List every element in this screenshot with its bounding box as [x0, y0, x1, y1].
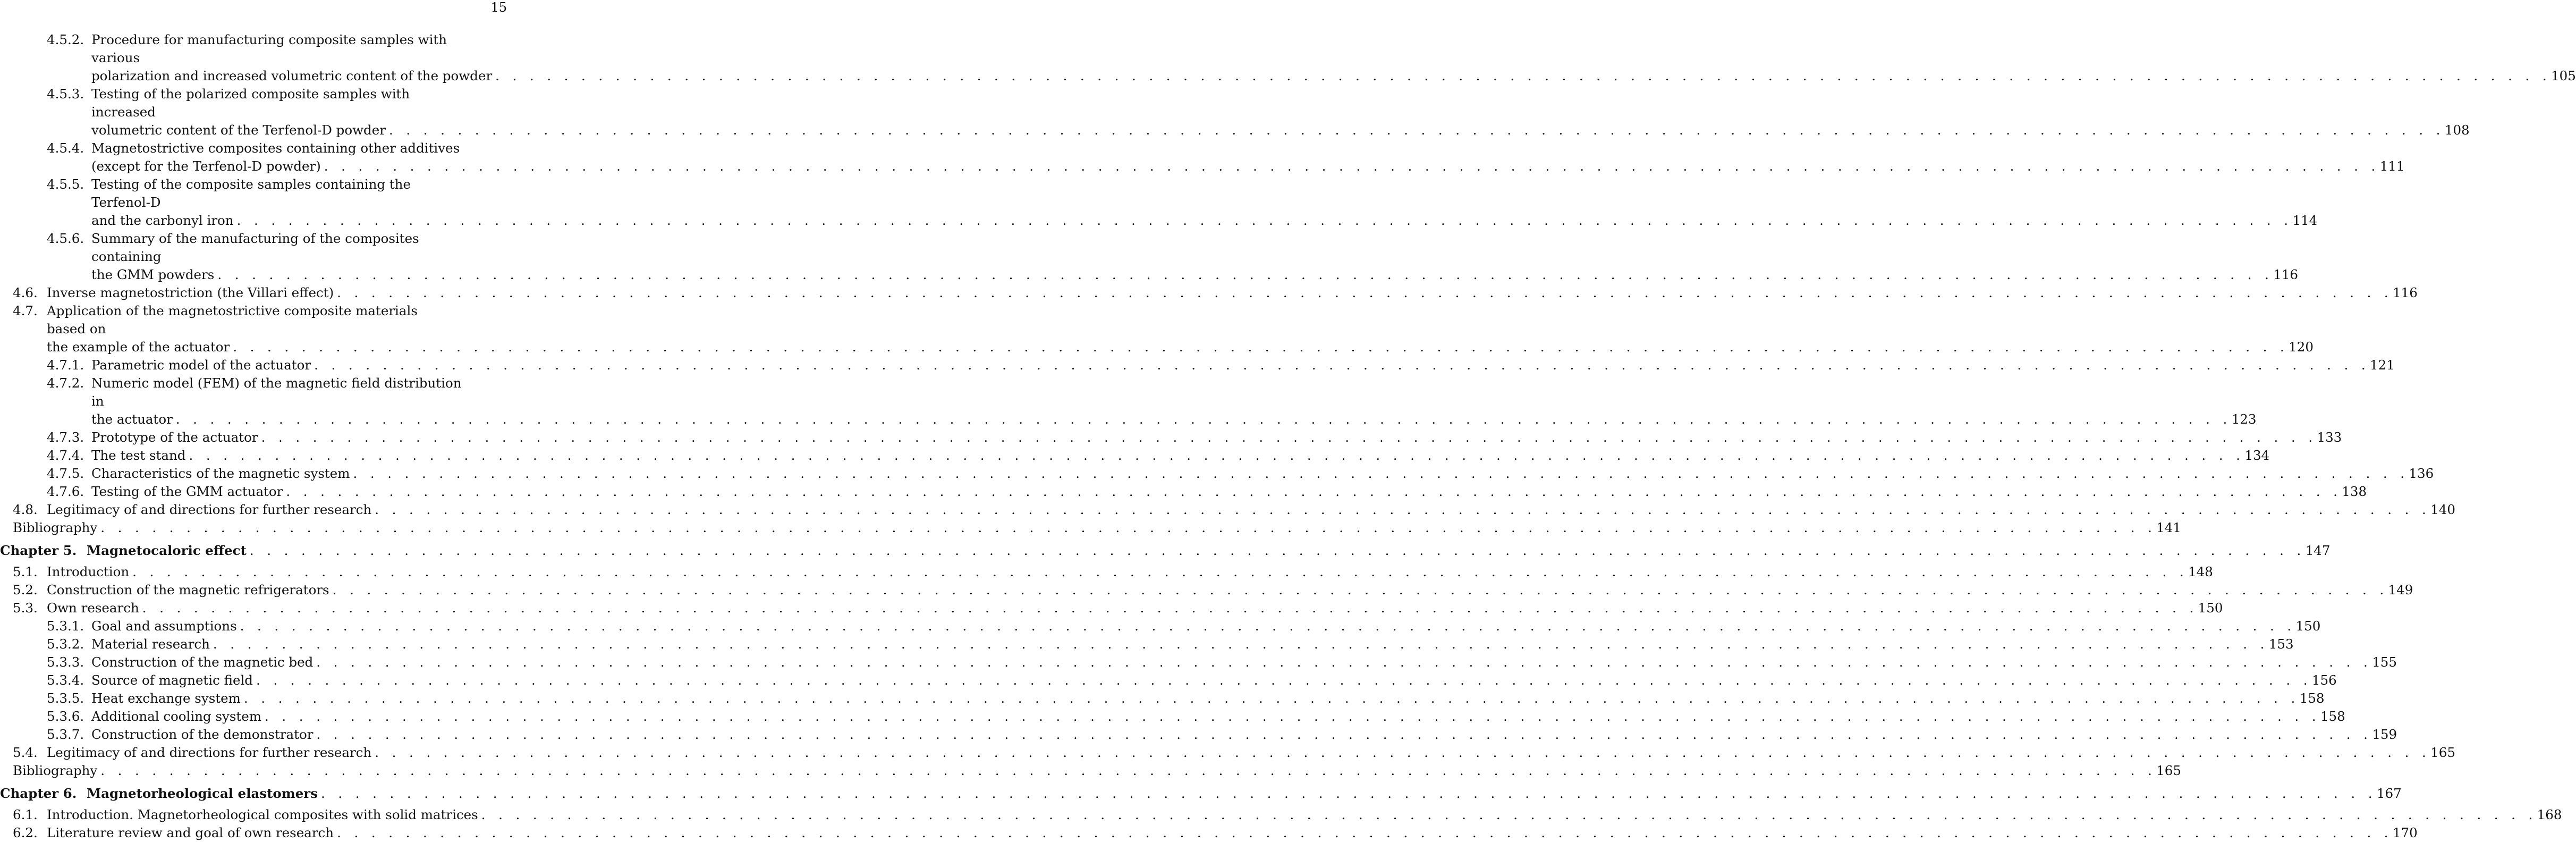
entry-number: 5.3.2. [47, 636, 84, 652]
entry-body [47, 744, 2455, 762]
entry-title-line: Procedure for manufacturing composite samples with various [91, 32, 447, 65]
entry-title: Construction of the demonstrator [91, 727, 313, 742]
entry-body [47, 501, 2455, 519]
dot-leader: . . . . . . . . . . . . . . . . . . . . . . . . . . . . . . . . . . . . . . . . . . . . . . . . . . . . . . . . . . . . . . . . . . . . . . . . . . . . . . . . . . . . . . . . . . . . . . . . . . . . . . . . . . . . . . . . . . . . . . . . [261, 430, 2317, 445]
toc-entry[interactable] [0, 671, 2337, 689]
entry-number: 4.5.6. [47, 231, 84, 246]
entry-page-number: 155 [2372, 654, 2397, 670]
toc-entry[interactable] [0, 635, 2294, 653]
entry-title: Additional cooling system [91, 709, 262, 724]
entry-title-line: Magnetostrictive composites containing other additives [91, 140, 460, 156]
entry-last-line [91, 428, 2342, 447]
entry-number: 4.5.3. [47, 86, 84, 102]
entry-body [47, 599, 2223, 617]
entry-last-line [47, 599, 2223, 617]
entry-title: The test stand [91, 448, 186, 463]
entry-number: 6.1. [13, 807, 38, 822]
toc-entry[interactable] [0, 175, 2318, 230]
entry-last-line [91, 653, 2397, 671]
entry-body [87, 542, 2331, 560]
entry-page-number: 116 [2273, 267, 2298, 282]
entry-body [91, 671, 2337, 689]
entry-last-line [91, 121, 2470, 139]
entry-last-line [91, 726, 2397, 744]
dot-leader: . . . . . . . . . . . . . . . . . . . . . . . . . . . . . . . . . . . . . . . . . . . . . . . . . . . . . . . . . . . . . . . . . . . . . . . . . . . . . . . . . . . . . . . . . . . . . . . . . . . . . . . . . . . . . . . . . . . . . . . . [353, 466, 2409, 481]
entry-page-number: 116 [2393, 285, 2418, 300]
entry-title: Legitimacy of and directions for further research [47, 745, 372, 760]
entry-page-number: 149 [2388, 582, 2413, 597]
dot-leader: . . . . . . . . . . . . . . . . . . . . . . . . . . . . . . . . . . . . . . . . . . . . . . . . . . . . . . . . . . . . . . . . . . . . . . . . . . . . . . . . . . . . . . . . . . . . . . . . . . . . . . . . . . . . . . . . . . . . . . . . [314, 357, 2370, 373]
table-of-contents [0, 31, 2576, 842]
entry-page-number: 165 [2430, 745, 2455, 760]
entry-number: 5.3. [13, 600, 38, 616]
toc-entry[interactable] [0, 519, 2181, 537]
dot-leader: . . . . . . . . . . . . . . . . . . . . . . . . . . . . . . . . . . . . . . . . . . . . . . . . . . . . . . . . . . . . . . . . . . . . . . . . . . . . . . . . . . . . . . . . . . . . . . . . . . . . . . . . . . . . . . . . . . . . . . . . [213, 636, 2269, 652]
dot-leader: . . . . . . . . . . . . . . . . . . . . . . . . . . . . . . . . . . . . . . . . . . . . . . . . . . . . . . . . . . . . . . . . . . . . . . . . . . . . . . . . . . . . . . . . . . . . . . . . . . . . . . . . . . . . . . . . . . . . . . . . [100, 520, 2157, 535]
entry-body [91, 428, 2342, 447]
entry-number: 4.7.4. [47, 448, 84, 463]
toc-entry[interactable] [0, 762, 2181, 780]
entry-number: 5.2. [13, 582, 38, 597]
entry-body [91, 374, 2257, 428]
entry-number: 6.2. [13, 825, 38, 840]
entry-last-line [91, 410, 2257, 428]
toc-entry[interactable] [0, 428, 2342, 447]
entry-title: Construction of the magnetic refrigerators [47, 582, 329, 597]
entry-body [91, 726, 2397, 744]
entry-last-line [91, 483, 2367, 501]
entry-last-line [13, 762, 2181, 780]
toc-entry[interactable] [0, 653, 2397, 671]
entry-title: Bibliography [13, 520, 98, 535]
entry-title-line: Testing of the composite samples containing the Terfenol-D [91, 176, 411, 210]
entry-title: the GMM powders [91, 267, 215, 282]
entry-number: 4.7.5. [47, 466, 84, 481]
entry-last-line [91, 447, 2270, 465]
entry-title: Inverse magnetostriction (the Villari effect) [47, 285, 334, 300]
entry-last-line [13, 519, 2181, 537]
entry-page-number: 148 [2188, 564, 2213, 579]
entry-number: 4.7.2. [47, 375, 84, 391]
entry-number: 4.5.4. [47, 140, 84, 156]
toc-entry[interactable] [0, 483, 2367, 501]
toc-entry[interactable] [0, 284, 2418, 302]
page-number: 15 [490, 0, 507, 15]
entry-body [91, 483, 2367, 501]
entry-title: Heat exchange system [91, 691, 241, 706]
dot-leader: . . . . . . . . . . . . . . . . . . . . . . . . . . . . . . . . . . . . . . . . . . . . . . . . . . . . . . . . . . . . . . . . . . . . . . . . . . . . . . . . . . . . . . . . . . . . . . . . . . . . . . . . . . . . . . . . . . . . . . . . [243, 691, 2300, 706]
entry-last-line [47, 563, 2213, 581]
entry-last-line [87, 542, 2331, 560]
dot-leader: . . . . . . . . . . . . . . . . . . . . . . . . . . . . . . . . . . . . . . . . . . . . . . . . . . . . . . . . . . . . . . . . . . . . . . . . . . . . . . . . . . . . . . . . . . . . . . . . . . . . . . . . . . . . . . . . . . . . . . . . [388, 122, 2445, 138]
toc-entry[interactable] [0, 230, 2298, 284]
entry-page-number: 114 [2292, 213, 2318, 228]
dot-leader: . . . . . . . . . . . . . . . . . . . . . . . . . . . . . . . . . . . . . . . . . . . . . . . . . . . . . . . . . . . . . . . . . . . . . . . . . . . . . . . . . . . . . . . . . . . . . . . . . . . . . . . . . . . . . . . . . . . . . . . . [240, 618, 2296, 634]
entry-page-number: 165 [2156, 763, 2181, 778]
entry-page-number: 158 [2299, 691, 2325, 706]
entry-number: 4.7.1. [47, 357, 84, 373]
toc-entry[interactable] [0, 447, 2270, 465]
dot-leader: . . . . . . . . . . . . . . . . . . . . . . . . . . . . . . . . . . . . . . . . . . . . . . . . . . . . . . . . . . . . . . . . . . . . . . . . . . . . . . . . . . . . . . . . . . . . . . . . . . . . . . . . . . . . . . . . . . . . . . . . [236, 213, 2293, 228]
entry-body [91, 447, 2270, 465]
entry-title: Magnetorheological elastomers [87, 786, 318, 801]
dot-leader: . . . . . . . . . . . . . . . . . . . . . . . . . . . . . . . . . . . . . . . . . . . . . . . . . . . . . . . . . . . . . . . . . . . . . . . . . . . . . . . . . . . . . . . . . . . . . . . . . . . . . . . . . . . . . . . . . . . . . . . . [375, 745, 2431, 760]
entry-last-line [47, 284, 2418, 302]
toc-entry[interactable] [0, 302, 2314, 356]
entry-title: Material research [91, 636, 210, 652]
entry-page-number: 108 [2444, 122, 2470, 138]
entry-page-number: 159 [2372, 727, 2397, 742]
entry-title: Prototype of the actuator [91, 430, 258, 445]
entry-title-line: Testing of the polarized composite samples with increased [91, 86, 410, 120]
entry-page-number: 120 [2289, 339, 2314, 355]
dot-leader: . . . . . . . . . . . . . . . . . . . . . . . . . . . . . . . . . . . . . . . . . . . . . . . . . . . . . . . . . . . . . . . . . . . . . . . . . . . . . . . . . . . . . . . . . . . . . . . . . . . . . . . . . . . . . . . . . . . . . . . . [316, 654, 2372, 670]
dot-leader: . . . . . . . . . . . . . . . . . . . . . . . . . . . . . . . . . . . . . . . . . . . . . . . . . . . . . . . . . . . . . . . . . . . . . . . . . . . . . . . . . . . . . . . . . . . . . . . . . . . . . . . . . . . . . . . . . . . . . . . . [324, 158, 2380, 174]
chapter-entry[interactable] [0, 785, 2402, 803]
entry-number: Chapter 5. [0, 543, 77, 558]
entry-title: Testing of the GMM actuator [91, 484, 283, 499]
entry-page-number: 105 [2551, 68, 2576, 83]
dot-leader: . . . . . . . . . . . . . . . . . . . . . . . . . . . . . . . . . . . . . . . . . . . . . . . . . . . . . . . . . . . . . . . . . . . . . . . . . . . . . . . . . . . . . . . . . . . . . . . . . . . . . . . . . . . . . . . . . . . . . . . . [375, 502, 2431, 517]
toc-entry[interactable] [0, 139, 2405, 175]
entry-page-number: 136 [2409, 466, 2434, 481]
entry-title-line: Application of the magnetostrictive composite materials based on [47, 303, 418, 336]
entry-body [91, 85, 2470, 139]
entry-last-line [47, 806, 2562, 824]
entry-title: polarization and increased volumetric content of the powder [91, 68, 493, 83]
entry-last-line [47, 581, 2413, 599]
entry-page-number: 140 [2430, 502, 2455, 517]
dot-leader: . . . . . . . . . . . . . . . . . . . . . . . . . . . . . . . . . . . . . . . . . . . . . . . . . . . . . . . . . . . . . . . . . . . . . . . . . . . . . . . . . . . . . . . . . . . . . . . . . . . . . . . . . . . . . . . . . . . . . . . . [495, 68, 2552, 83]
entry-last-line [47, 744, 2455, 762]
entry-body [91, 356, 2395, 374]
entry-last-line [91, 266, 2298, 284]
entry-title: Construction of the magnetic bed [91, 654, 313, 670]
entry-number: 4.5.2. [47, 32, 84, 47]
entry-page-number: 150 [2295, 618, 2321, 634]
dot-leader: . . . . . . . . . . . . . . . . . . . . . . . . . . . . . . . . . . . . . . . . . . . . . . . . . . . . . . . . . . . . . . . . . . . . . . . . . . . . . . . . . . . . . . . . . . . . . . . . . . . . . . . . . . . . . . . . . . . . . . . . [320, 786, 2377, 801]
entry-last-line [91, 67, 2576, 85]
entry-body [91, 175, 2318, 230]
dot-leader: . . . . . . . . . . . . . . . . . . . . . . . . . . . . . . . . . . . . . . . . . . . . . . . . . . . . . . . . . . . . . . . . . . . . . . . . . . . . . . . . . . . . . . . . . . . . . . . . . . . . . . . . . . . . . . . . . . . . . . . . [337, 825, 2393, 840]
entry-number: 4.7. [13, 303, 38, 318]
entry-page-number: 150 [2198, 600, 2223, 616]
entry-number: 5.3.4. [47, 672, 84, 688]
entry-number: 4.7.6. [47, 484, 84, 499]
entry-title-line: Numeric model (FEM) of the magnetic field distribution in [91, 375, 462, 409]
entry-last-line [47, 501, 2455, 519]
entry-page-number: 141 [2156, 520, 2181, 535]
toc-entry[interactable] [0, 581, 2413, 599]
dot-leader: . . . . . . . . . . . . . . . . . . . . . . . . . . . . . . . . . . . . . . . . . . . . . . . . . . . . . . . . . . . . . . . . . . . . . . . . . . . . . . . . . . . . . . . . . . . . . . . . . . . . . . . . . . . . . . . . . . . . . . . . [189, 448, 2245, 463]
entry-last-line [91, 635, 2294, 653]
entry-page-number: 167 [2376, 786, 2402, 801]
entry-title: and the carbonyl iron [91, 213, 234, 228]
entry-page-number: 134 [2244, 448, 2270, 463]
toc-entry[interactable] [0, 806, 2562, 824]
entry-body [91, 139, 2405, 175]
entry-last-line [91, 617, 2321, 635]
dot-leader: . . . . . . . . . . . . . . . . . . . . . . . . . . . . . . . . . . . . . . . . . . . . . . . . . . . . . . . . . . . . . . . . . . . . . . . . . . . . . . . . . . . . . . . . . . . . . . . . . . . . . . . . . . . . . . . . . . . . . . . . [256, 672, 2312, 688]
entry-title: Own research [47, 600, 139, 616]
dot-leader: . . . . . . . . . . . . . . . . . . . . . . . . . . . . . . . . . . . . . . . . . . . . . . . . . . . . . . . . . . . . . . . . . . . . . . . . . . . . . . . . . . . . . . . . . . . . . . . . . . . . . . . . . . . . . . . . . . . . . . . . [332, 582, 2388, 597]
entry-number: 5.4. [13, 745, 38, 760]
dot-leader: . . . . . . . . . . . . . . . . . . . . . . . . . . . . . . . . . . . . . . . . . . . . . . . . . . . . . . . . . . . . . . . . . . . . . . . . . . . . . . . . . . . . . . . . . . . . . . . . . . . . . . . . . . . . . . . . . . . . . . . . [481, 807, 2537, 822]
toc-entry[interactable] [0, 708, 2345, 726]
entry-page-number: 138 [2342, 484, 2367, 499]
entry-page-number: 153 [2268, 636, 2294, 652]
entry-number: 5.1. [13, 564, 38, 579]
entry-body [91, 708, 2345, 726]
entry-page-number: 168 [2537, 807, 2562, 822]
entry-title: Goal and assumptions [91, 618, 237, 634]
entry-title: Magnetocaloric effect [87, 543, 247, 558]
entry-number: 5.3.6. [47, 709, 84, 724]
dot-leader: . . . . . . . . . . . . . . . . . . . . . . . . . . . . . . . . . . . . . . . . . . . . . . . . . . . . . . . . . . . . . . . . . . . . . . . . . . . . . . . . . . . . . . . . . . . . . . . . . . . . . . . . . . . . . . . . . . . . . . . . [142, 600, 2198, 616]
entry-body [47, 302, 2314, 356]
toc-entry[interactable] [0, 563, 2213, 581]
entry-body [91, 230, 2298, 284]
toc-entry[interactable] [0, 617, 2321, 635]
entry-title: (except for the Terfenol-D powder) [91, 158, 321, 174]
dot-leader: . . . . . . . . . . . . . . . . . . . . . . . . . . . . . . . . . . . . . . . . . . . . . . . . . . . . . . . . . . . . . . . . . . . . . . . . . . . . . . . . . . . . . . . . . . . . . . . . . . . . . . . . . . . . . . . . . . . . . . . . [175, 411, 2232, 427]
entry-number: 4.5.5. [47, 176, 84, 192]
toc-entry[interactable] [0, 744, 2455, 762]
entry-page-number: 158 [2320, 709, 2345, 724]
entry-last-line [91, 356, 2395, 374]
entry-title: volumetric content of the Terfenol-D powder [91, 122, 386, 138]
entry-body [47, 581, 2413, 599]
entry-last-line [91, 212, 2318, 230]
entry-number: 5.3.1. [47, 618, 84, 634]
toc-entry[interactable] [0, 501, 2455, 519]
entry-last-line [47, 338, 2314, 356]
entry-body [91, 465, 2434, 483]
dot-leader: . . . . . . . . . . . . . . . . . . . . . . . . . . . . . . . . . . . . . . . . . . . . . . . . . . . . . . . . . . . . . . . . . . . . . . . . . . . . . . . . . . . . . . . . . . . . . . . . . . . . . . . . . . . . . . . . . . . . . . . . [286, 484, 2342, 499]
toc-entry[interactable] [0, 689, 2325, 708]
entry-number: 5.3.5. [47, 691, 84, 706]
entry-body [91, 635, 2294, 653]
chapter-entry[interactable] [0, 542, 2331, 560]
entry-last-line [91, 689, 2325, 708]
entry-body [13, 762, 2181, 780]
dot-leader: . . . . . . . . . . . . . . . . . . . . . . . . . . . . . . . . . . . . . . . . . . . . . . . . . . . . . . . . . . . . . . . . . . . . . . . . . . . . . . . . . . . . . . . . . . . . . . . . . . . . . . . . . . . . . . . . . . . . . . . . [132, 564, 2189, 579]
entry-page-number: 156 [2311, 672, 2337, 688]
toc-entry[interactable] [0, 599, 2223, 617]
entry-body [87, 785, 2402, 803]
entry-body [91, 31, 2576, 85]
toc-entry[interactable] [0, 824, 2418, 842]
toc-entry[interactable] [0, 31, 2576, 85]
entry-page-number: 170 [2392, 825, 2418, 840]
entry-title: Literature review and goal of own research [47, 825, 334, 840]
entry-title: Bibliography [13, 763, 98, 778]
dot-leader: . . . . . . . . . . . . . . . . . . . . . . . . . . . . . . . . . . . . . . . . . . . . . . . . . . . . . . . . . . . . . . . . . . . . . . . . . . . . . . . . . . . . . . . . . . . . . . . . . . . . . . . . . . . . . . . . . . . . . . . . [316, 727, 2372, 742]
dot-leader: . . . . . . . . . . . . . . . . . . . . . . . . . . . . . . . . . . . . . . . . . . . . . . . . . . . . . . . . . . . . . . . . . . . . . . . . . . . . . . . . . . . . . . . . . . . . . . . . . . . . . . . . . . . . . . . . . . . . . . . . [249, 543, 2306, 558]
entry-page-number: 121 [2370, 357, 2395, 373]
entry-last-line [91, 465, 2434, 483]
entry-title: the example of the actuator [47, 339, 230, 355]
dot-leader: . . . . . . . . . . . . . . . . . . . . . . . . . . . . . . . . . . . . . . . . . . . . . . . . . . . . . . . . . . . . . . . . . . . . . . . . . . . . . . . . . . . . . . . . . . . . . . . . . . . . . . . . . . . . . . . . . . . . . . . . [233, 339, 2289, 355]
entry-number: 5.3.3. [47, 654, 84, 670]
toc-entry[interactable] [0, 85, 2470, 139]
entry-number: Chapter 6. [0, 786, 77, 801]
dot-leader: . . . . . . . . . . . . . . . . . . . . . . . . . . . . . . . . . . . . . . . . . . . . . . . . . . . . . . . . . . . . . . . . . . . . . . . . . . . . . . . . . . . . . . . . . . . . . . . . . . . . . . . . . . . . . . . . . . . . . . . . [217, 267, 2274, 282]
entry-body [47, 284, 2418, 302]
entry-last-line [91, 157, 2405, 175]
entry-last-line [87, 785, 2402, 803]
entry-body [91, 689, 2325, 708]
entry-last-line [47, 824, 2418, 842]
toc-entry[interactable] [0, 465, 2434, 483]
entry-title: Introduction [47, 564, 130, 579]
entry-body [47, 806, 2562, 824]
entry-page-number: 123 [2231, 411, 2257, 427]
entry-title: the actuator [91, 411, 173, 427]
entry-last-line [91, 708, 2345, 726]
entry-page-number: 147 [2305, 543, 2331, 558]
entry-number: 5.3.7. [47, 727, 84, 742]
entry-title: Parametric model of the actuator [91, 357, 311, 373]
entry-body [13, 519, 2181, 537]
toc-entry[interactable] [0, 726, 2397, 744]
dot-leader: . . . . . . . . . . . . . . . . . . . . . . . . . . . . . . . . . . . . . . . . . . . . . . . . . . . . . . . . . . . . . . . . . . . . . . . . . . . . . . . . . . . . . . . . . . . . . . . . . . . . . . . . . . . . . . . . . . . . . . . . [100, 763, 2157, 778]
entry-body [47, 563, 2213, 581]
entry-body [47, 824, 2418, 842]
entry-body [91, 653, 2397, 671]
entry-number: 4.6. [13, 285, 38, 300]
entry-title: Introduction. Magnetorheological composites with solid matrices [47, 807, 478, 822]
entry-page-number: 133 [2317, 430, 2342, 445]
entry-title: Characteristics of the magnetic system [91, 466, 350, 481]
entry-page-number: 111 [2379, 158, 2405, 174]
entry-title: Legitimacy of and directions for further research [47, 502, 372, 517]
entry-title-line: Summary of the manufacturing of the composites containing [91, 231, 419, 264]
dot-leader: . . . . . . . . . . . . . . . . . . . . . . . . . . . . . . . . . . . . . . . . . . . . . . . . . . . . . . . . . . . . . . . . . . . . . . . . . . . . . . . . . . . . . . . . . . . . . . . . . . . . . . . . . . . . . . . . . . . . . . . . [337, 285, 2393, 300]
toc-entry[interactable] [0, 374, 2257, 428]
entry-body [91, 617, 2321, 635]
entry-title: Source of magnetic field [91, 672, 253, 688]
entry-number: 4.8. [13, 502, 38, 517]
entry-number: 4.7.3. [47, 430, 84, 445]
entry-last-line [91, 671, 2337, 689]
dot-leader: . . . . . . . . . . . . . . . . . . . . . . . . . . . . . . . . . . . . . . . . . . . . . . . . . . . . . . . . . . . . . . . . . . . . . . . . . . . . . . . . . . . . . . . . . . . . . . . . . . . . . . . . . . . . . . . . . . . . . . . . [265, 709, 2320, 724]
toc-entry[interactable] [0, 356, 2395, 374]
